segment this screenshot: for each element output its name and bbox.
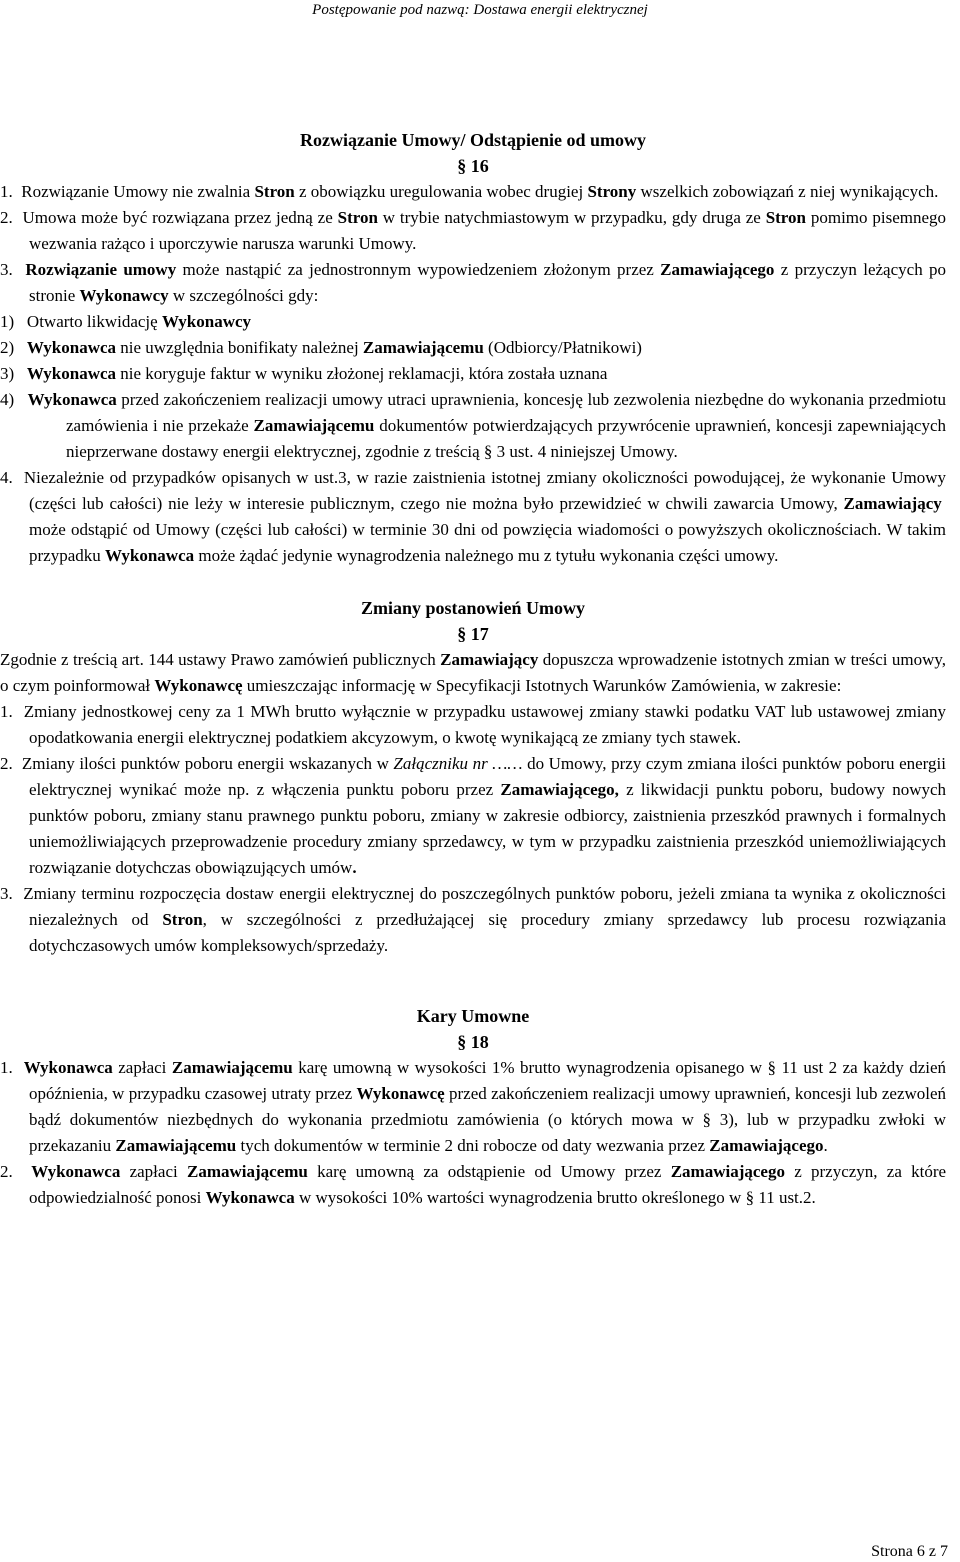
paragraph: 2. Umowa może być rozwiązana przez jedną ze Stron w trybie natychmiastowym w przypadku, gdy druga ze Stron pomimo pisemnego wezwania rażąco i uporczywie narusza warunki Umowy.: [0, 208, 947, 253]
section-number: § 16: [457, 156, 489, 176]
paragraph: Zgodnie z treścią art. 144 ustawy Prawo zamówień publicznych Zamawiający dopuszcza wprowadzenie istotnych zmian w treści umowy, o czym poinformował Wykonawcę umieszczając informację w Specyfikacji Istotnych Warunków Zamówienia, w zakresie:: [0, 650, 946, 695]
section-number: § 17: [457, 624, 489, 644]
paragraph: 1. Rozwiązanie Umowy nie zwalnia Stron z obowiązku uregulowania wobec drugiej Strony wszelkich zobowiązań z niej wynikających.: [0, 182, 939, 201]
section-title: Kary Umowne: [416, 1006, 530, 1026]
paragraph: 3. Zmiany terminu rozpoczęcia dostaw energii elektrycznej do poszczególnych punktów poboru, jeżeli zmiana ta wynika z okoliczności niezależnych od Stron, w szczególności z przedłużającej się procedury zmiany sprzedawcy lub procesu rozwiązania dotychczasowych umów kompleksowych/sprzedaży.: [0, 884, 946, 955]
page-header: Postępowanie pod nazwą: Dostawa energii elektrycznej: [312, 2, 648, 18]
list-item: 2) Wykonawca nie uwzględnia bonifikaty należnej Zamawiającemu (Odbiorcy/Płatnikowi): [0, 338, 642, 357]
paragraph: 1. Zmiany jednostkowej ceny za 1 MWh brutto wyłącznie w przypadku ustawowej zmiany stawki podatku VAT lub ustawowej zmiany opodatkowania energii elektrycznej podatkiem akcyzowym, o kwotę wynikającą ze zmiany tych stawek.: [0, 702, 947, 747]
paragraph: 3. Rozwiązanie umowy może nastąpić za jednostronnym wypowiedzeniem złożonym przez Zamawiającego z przyczyn leżących po stronie Wykonawcy w szczególności gdy:: [0, 260, 947, 305]
section-title: Zmiany postanowień Umowy: [360, 598, 586, 618]
paragraph: 2. Zmiany ilości punktów poboru energii wskazanych w Załączniku nr …… do Umowy, przy czym zmiana ilości punktów poboru energii elektrycznej wynikać może np. z włączenia punktu poboru przez Zamawiającego, z likwidacji punktu poboru, budowy nowych punktów poboru, zmiany stanu prawnego punktu poboru, zmiany w zakresie odbiorcy, zaistnienia przeszkód prawnych i formalnych uniemożliwiających przeprowadzenie procedury zmiany sprzedawcy, w tym w przypadku zaistnienia przeszkód uniemożliwiających rozwiązanie dotychczas obowiązujących umów.: [0, 754, 947, 877]
page-footer: Strona 6 z 7: [871, 1543, 948, 1560]
paragraph: 1. Wykonawca zapłaci Zamawiającemu karę umowną w wysokości 1% brutto wynagrodzenia opisanego w § 11 ust 2 za każdy dzień opóźnienia, w przypadku czasowej utraty przez Wykonawcę przed zakończeniem realizacji umowy uprawnień, koncesji lub zezwoleń bądź dokumentów niezbędnych do wykonania przedmiotu zamówienia (o których mowa w § 3), lub w przypadku zwłoki w przekazaniu Zamawiającemu tych dokumentów w terminie 2 dni robocze od daty wezwania przez Zamawiającego.: [0, 1058, 947, 1155]
section-title: Rozwiązanie Umowy/ Odstąpienie od umowy: [300, 130, 646, 150]
list-item: 4) Wykonawca przed zakończeniem realizacji umowy utraci uprawnienia, koncesję lub zezwolenia niezbędne do wykonania przedmiotu zamówienia i nie przekaże Zamawiającemu dokumentów potwierdzających przywrócenie uprawnień, koncesji zapewniających nieprzerwane dostawy energii elektrycznej, zgodnie z treścią § 3 ust. 4 niniejszej Umowy.: [0, 390, 947, 461]
document-body: [0, 127, 946, 1211]
paragraph: 4. Niezależnie od przypadków opisanych w ust.3, w razie zaistnienia istotnej zmiany okoliczności powodującej, że wykonanie Umowy (części lub całości) nie leży w interesie publicznym, czego nie można było przewidzieć w chwili zawarcia Umowy, Zamawiający może odstąpić od Umowy (części lub całości) w terminie 30 dni od powzięcia wiadomości o powyższych okolicznościach. W takim przypadku Wykonawca może żądać jedynie wynagrodzenia należnego mu z tytułu wykonania części umowy.: [0, 468, 946, 565]
list-item: 1) Otwarto likwidację Wykonawcy: [0, 312, 252, 331]
list-item: 3) Wykonawca nie koryguje faktur w wyniku złożonej reklamacji, która została uznana: [0, 364, 608, 383]
paragraph: 2. Wykonawca zapłaci Zamawiającemu karę umowną za odstąpienie od Umowy przez Zamawiającego z przyczyn, za które odpowiedzialność ponosi Wykonawca w wysokości 10% wartości wynagrodzenia brutto określonego w § 11 ust.2.: [0, 1162, 947, 1207]
section-number: § 18: [457, 1032, 489, 1052]
